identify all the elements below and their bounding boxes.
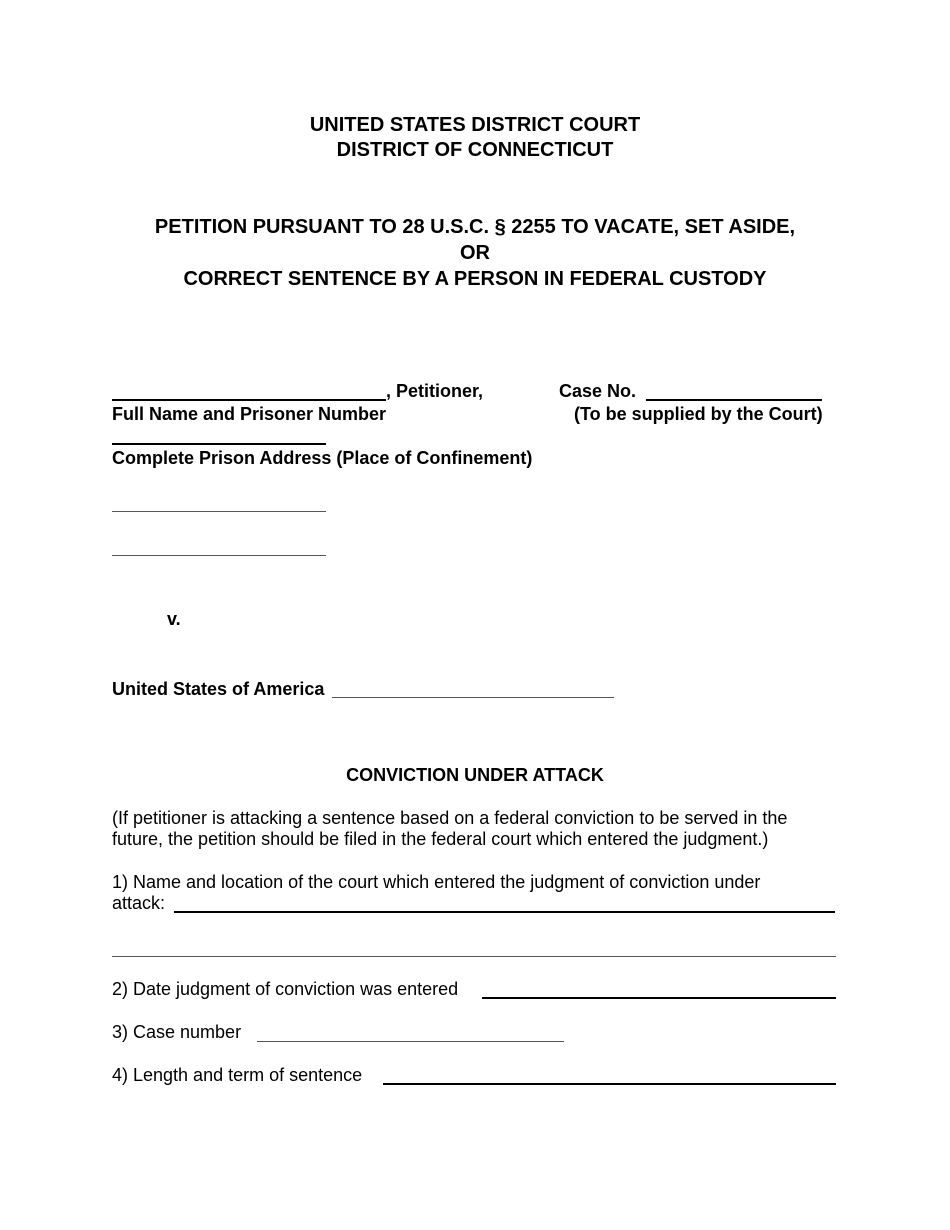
case-no-field[interactable] [646,399,822,401]
respondent-field[interactable] [332,697,614,698]
petition-title-line3: CORRECT SENTENCE BY A PERSON IN FEDERAL CUSTODY [183,268,767,290]
prison-address-line3[interactable] [112,555,326,556]
full-name-label: Full Name and Prisoner Number [112,404,387,424]
court-name: UNITED STATES DISTRICT COURT [309,114,641,136]
question-1-field[interactable] [174,911,835,913]
prison-address-line2[interactable] [112,511,326,512]
intro-line1: (If petitioner is attacking a sentence based on a federal conviction to be served in the [112,808,788,828]
petitioner-name-field[interactable] [112,399,386,401]
question-1-attack: attack: [112,893,166,913]
section-heading: CONVICTION UNDER ATTACK [346,765,604,785]
question-4-text: 4) Length and term of sentence [112,1065,363,1085]
intro-line2: future, the petition should be filed in the federal court which entered the judgment.) [112,829,769,849]
petitioner-suffix: , Petitioner, [386,381,484,401]
question-4-field[interactable] [383,1083,836,1085]
petition-title-or: OR [460,242,490,264]
question-1-text: 1) Name and location of the court which entered the judgment of conviction under [112,872,761,892]
prison-address-label: Complete Prison Address (Place of Confinement) [112,448,533,468]
case-no-note: (To be supplied by the Court) [574,404,823,424]
case-no-label: Case No. [559,381,637,401]
question-2-field[interactable] [482,997,836,999]
question-2-text: 2) Date judgment of conviction was entered [112,979,459,999]
question-1-field-line2[interactable] [112,956,836,957]
versus-label: v. [167,609,181,629]
prison-address-line1[interactable] [112,443,326,445]
question-3-field[interactable] [257,1041,564,1042]
court-district: DISTRICT OF CONNECTICUT [336,139,614,161]
respondent-name: United States of America [112,679,325,699]
question-3-text: 3) Case number [112,1022,242,1042]
petition-title-line1: PETITION PURSUANT TO 28 U.S.C. § 2255 TO VACATE, SET ASIDE, [154,216,796,238]
